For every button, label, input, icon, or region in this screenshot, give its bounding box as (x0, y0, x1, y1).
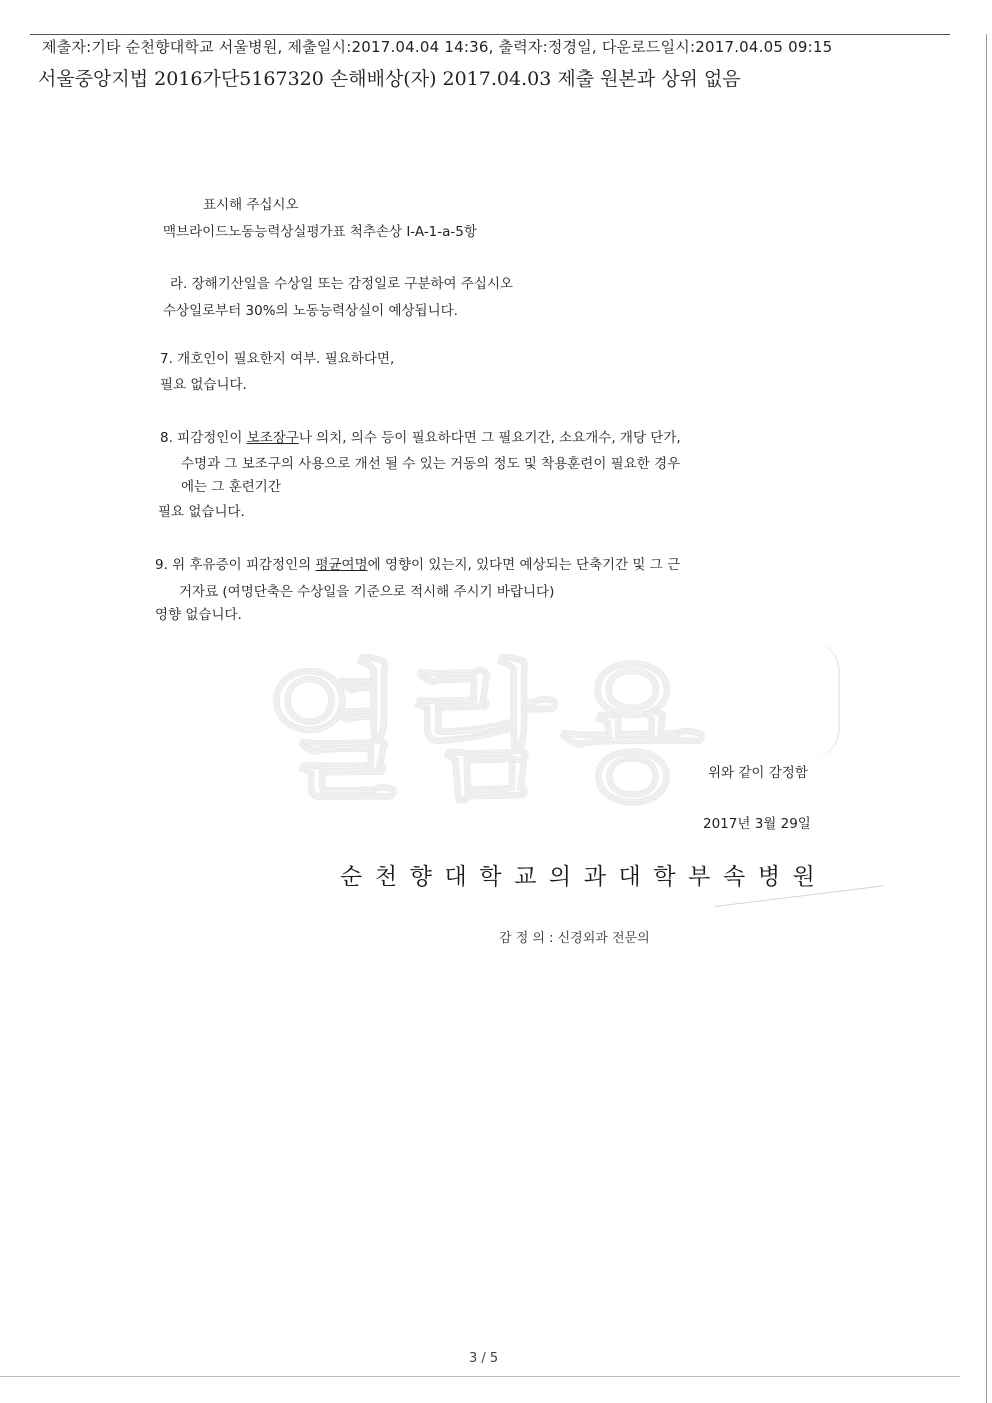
scan-right-edge (986, 34, 987, 1403)
item-continuation-line: 표시해 주십시오 (203, 197, 299, 213)
item9-answer: 영향 없습니다. (155, 607, 242, 623)
item9-question-suffix: 에 영향이 있는지, 있다면 예상되는 단축기간 및 그 근 (367, 557, 681, 573)
watermark-text: 열람용 (262, 647, 709, 821)
watermark-bracket (808, 640, 840, 760)
scan-top-rule (30, 34, 950, 35)
scan-bottom-rule (0, 1376, 960, 1377)
submission-info-header: 제출자:기타 순천향대학교 서울병원, 제출일시:2017.04.04 14:36, 출력자:정경일, 다운로드일시:2017.04.05 09:15 (42, 38, 833, 56)
item8-question-line3: 에는 그 훈련기간 (181, 479, 281, 495)
page-number: 3 / 5 (469, 1351, 499, 1366)
item-ra-question: 라. 장해기산일을 수상일 또는 감정일로 구분하여 주십시오 (170, 276, 514, 292)
item8-question-line1 (160, 426, 681, 446)
item8-question-line2: 수명과 그 보조구의 사용으로 개선 될 수 있는 거동의 정도 및 착용훈련이 필요한 경우 (181, 456, 681, 472)
item-continuation-answer: 맥브라이드노동능력상실평가표 척추손상 I-A-1-a-5항 (163, 224, 477, 240)
closing-date: 2017년 3월 29일 (703, 816, 811, 832)
item9-question-line1 (155, 553, 680, 573)
closing-statement: 위와 같이 감정함 (708, 765, 808, 781)
item8-question-suffix: 나 의치, 의수 등이 필요하다면 그 필요기간, 소요개수, 개당 단가, (298, 430, 681, 446)
hospital-name: 순천향대학교의과대학부속병원 (340, 864, 828, 890)
item8-answer: 필요 없습니다. (158, 504, 245, 520)
item9-question-line2: 거자료 (여명단축은 수상일을 기준으로 적시해 주시기 바랍니다) (179, 584, 555, 600)
item7-question: 7. 개호인이 필요한지 여부. 필요하다면, (160, 351, 395, 367)
item7-answer: 필요 없습니다. (160, 377, 247, 393)
case-info-header: 서울중앙지법 2016가단5167320 손해배상(자) 2017.04.03 제출 원본과 상위 없음 (38, 68, 741, 90)
item-ra-answer: 수상일로부터 30%의 노동능력상실이 예상됩니다. (163, 303, 458, 319)
item9-underlined-term: 평균여명 (315, 557, 368, 573)
examiner-info: 감 정 의 : 신경외과 전문의 (499, 931, 650, 946)
item9-question-prefix: 9. 위 후유증이 피감정인의 (155, 557, 316, 573)
item8-question-prefix: 8. 피감정인이 (160, 430, 247, 446)
item8-underlined-term: 보조장구 (246, 430, 299, 446)
